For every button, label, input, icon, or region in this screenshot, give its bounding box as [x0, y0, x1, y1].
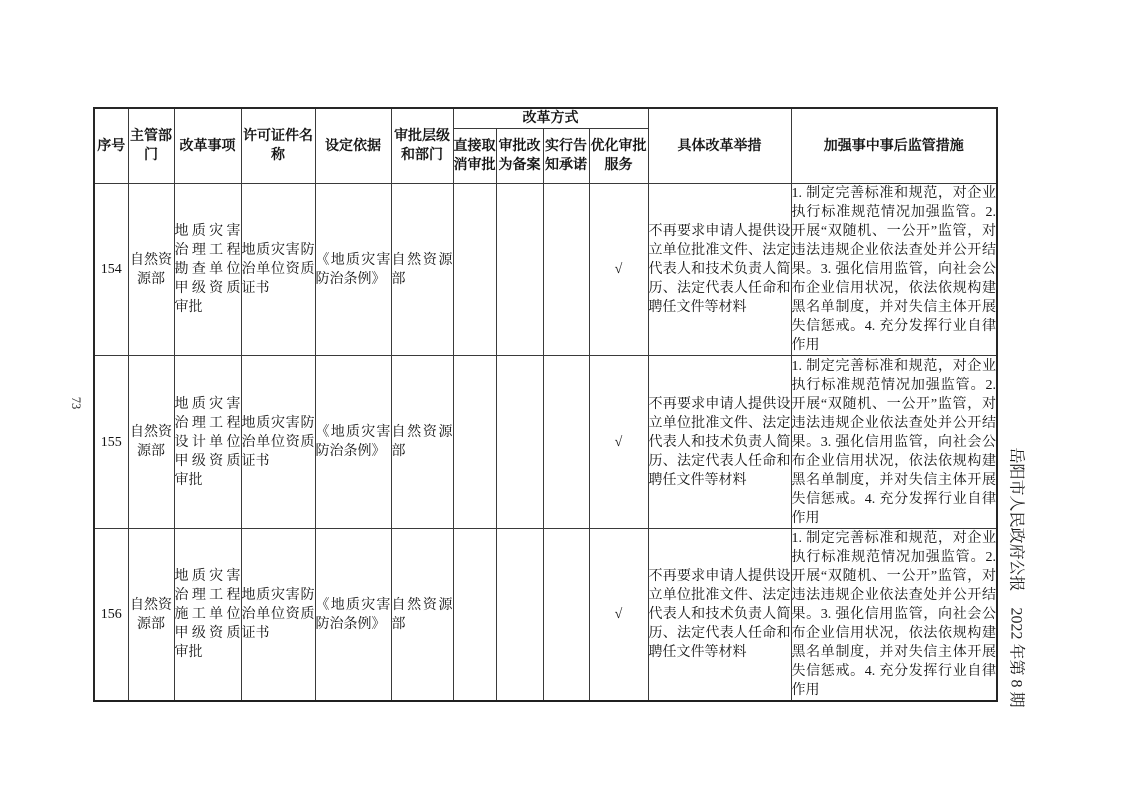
table-row-154 — [94, 184, 997, 356]
header-cancel: 直接取消审批 — [453, 129, 496, 184]
table-row-155 — [94, 356, 997, 529]
cell-dept: 自然资源部 — [128, 356, 174, 529]
table-row-156 — [94, 529, 997, 702]
approval-reform-table — [93, 107, 998, 702]
gazette-sidebar-title: 岳阳市人民政府公报 2022 年第 8 期 — [1007, 447, 1025, 708]
cell-level: 自然资源部 — [391, 184, 453, 356]
cell-measures: 不再要求申请人提供设立单位批准文件、法定代表人和技术负责人简历、法定代表人任命和聘任文件等材料 — [648, 184, 791, 356]
header-notify: 实行告知承诺 — [543, 129, 589, 184]
cell-item: 地质灾害治理工程施工单位甲级资质审批 — [174, 529, 241, 702]
header-basis: 设定依据 — [315, 108, 391, 184]
cell-license: 地质灾害防治单位资质证书 — [241, 184, 315, 356]
header-seq: 序号 — [94, 108, 128, 184]
header-license: 许可证件名称 — [241, 108, 315, 184]
cell-measures: 不再要求申请人提供设立单位批准文件、法定代表人和技术负责人简历、法定代表人任命和聘任文件等材料 — [648, 356, 791, 529]
cell-cancel — [453, 184, 496, 356]
cell-record — [496, 356, 543, 529]
cell-item: 地质灾害治理工程勘查单位甲级资质审批 — [174, 184, 241, 356]
cell-dept: 自然资源部 — [128, 184, 174, 356]
cell-basis: 《地质灾害防治条例》 — [315, 184, 391, 356]
cell-dept: 自然资源部 — [128, 529, 174, 702]
cell-optimize-checkmark: √ — [589, 529, 648, 702]
cell-seq: 155 — [94, 356, 128, 529]
cell-license: 地质灾害防治单位资质证书 — [241, 356, 315, 529]
cell-notify — [543, 356, 589, 529]
cell-optimize-checkmark: √ — [589, 356, 648, 529]
header-measures: 具体改革举措 — [648, 108, 791, 184]
cell-seq: 156 — [94, 529, 128, 702]
cell-basis: 《地质灾害防治条例》 — [315, 356, 391, 529]
cell-optimize-checkmark: √ — [589, 184, 648, 356]
header-item: 改革事项 — [174, 108, 241, 184]
cell-supervision: 1. 制定完善标准和规范，对企业执行标准规范情况加强监管。2. 开展“双随机、一公开”监管，对违法违规企业依法查处并公开结果。3. 强化信用监管，向社会公布企业信用状况，依法依规构建黑名单制度，并对失信主体开展失信惩戒。4. 充分发挥行业自律作用 — [791, 184, 997, 356]
header-dept: 主管部门 — [128, 108, 174, 184]
cell-basis: 《地质灾害防治条例》 — [315, 529, 391, 702]
cell-level: 自然资源部 — [391, 356, 453, 529]
cell-level: 自然资源部 — [391, 529, 453, 702]
header-row-group — [94, 108, 997, 129]
page-number: 73 — [69, 396, 83, 410]
cell-item: 地质灾害治理工程设计单位甲级资质审批 — [174, 356, 241, 529]
header-reform-group: 改革方式 — [453, 108, 648, 129]
header-supervision: 加强事中事后监管措施 — [791, 108, 997, 184]
cell-notify — [543, 529, 589, 702]
cell-supervision: 1. 制定完善标准和规范，对企业执行标准规范情况加强监管。2. 开展“双随机、一公开”监管，对违法违规企业依法查处并公开结果。3. 强化信用监管，向社会公布企业信用状况，依法依规构建黑名单制度，并对失信主体开展失信惩戒。4. 充分发挥行业自律作用 — [791, 356, 997, 529]
header-optimize: 优化审批服务 — [589, 129, 648, 184]
cell-measures: 不再要求申请人提供设立单位批准文件、法定代表人和技术负责人简历、法定代表人任命和聘任文件等材料 — [648, 529, 791, 702]
cell-record — [496, 184, 543, 356]
cell-supervision: 1. 制定完善标准和规范，对企业执行标准规范情况加强监管。2. 开展“双随机、一公开”监管，对违法违规企业依法查处并公开结果。3. 强化信用监管，向社会公布企业信用状况，依法依规构建黑名单制度，并对失信主体开展失信惩戒。4. 充分发挥行业自律作用 — [791, 529, 997, 702]
header-record: 审批改为备案 — [496, 129, 543, 184]
cell-notify — [543, 184, 589, 356]
cell-cancel — [453, 356, 496, 529]
cell-seq: 154 — [94, 184, 128, 356]
header-level: 审批层级和部门 — [391, 108, 453, 184]
cell-license: 地质灾害防治单位资质证书 — [241, 529, 315, 702]
cell-cancel — [453, 529, 496, 702]
cell-record — [496, 529, 543, 702]
